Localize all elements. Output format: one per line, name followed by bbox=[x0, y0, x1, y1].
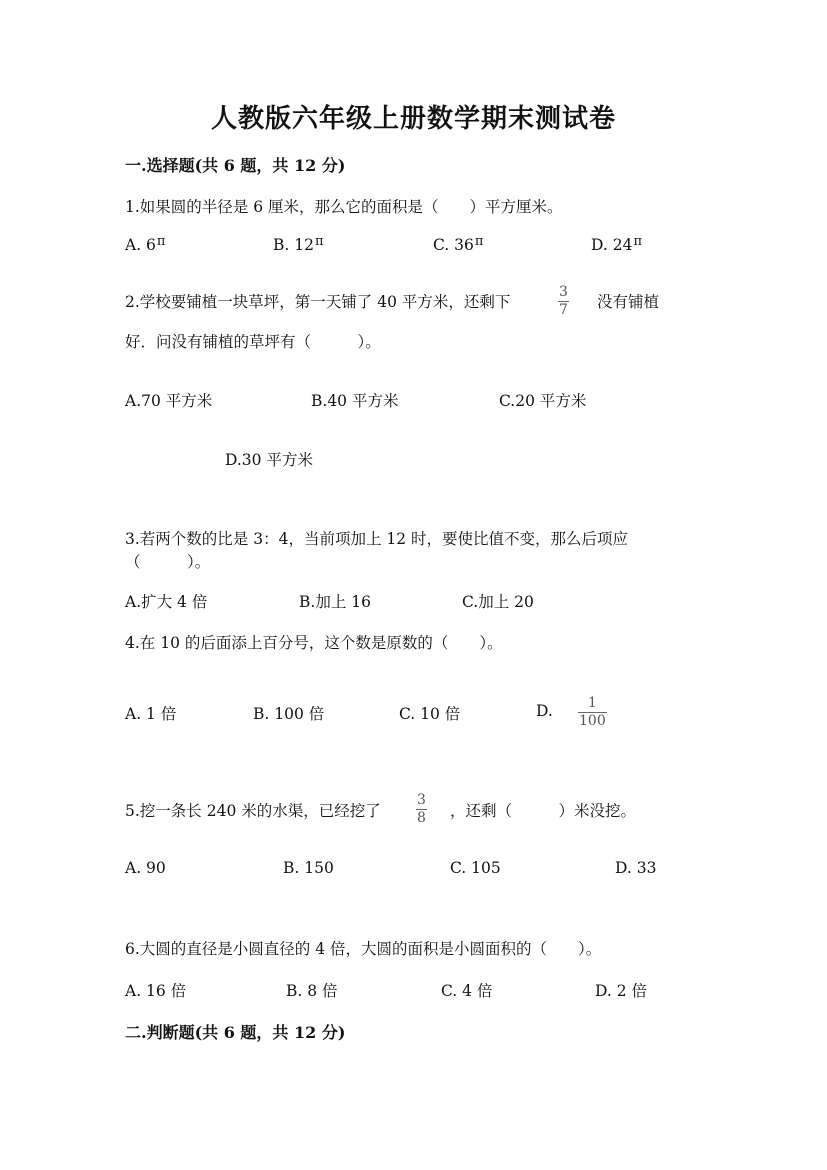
q4-option-d-fraction bbox=[578, 696, 607, 729]
q6-option-c[interactable]: C. 4 倍 bbox=[441, 982, 493, 1000]
q1-option-c[interactable] bbox=[433, 236, 483, 254]
q3-option-a[interactable]: A.扩大 4 倍 bbox=[125, 593, 208, 611]
q1-option-a[interactable] bbox=[125, 236, 165, 254]
q1-option-a-label: A. 6 bbox=[125, 236, 156, 254]
pi-symbol: π bbox=[156, 234, 166, 249]
fraction-numerator: 3 bbox=[417, 792, 426, 808]
q2-option-c[interactable]: C.20 平方米 bbox=[499, 392, 587, 410]
q6-option-b[interactable]: B. 8 倍 bbox=[286, 982, 338, 1000]
q1-option-d[interactable] bbox=[591, 236, 642, 254]
question-2-text-line1-end: 没有铺植 bbox=[597, 293, 660, 311]
q2-option-b[interactable]: B.40 平方米 bbox=[311, 392, 399, 410]
q4-option-b[interactable]: B. 100 倍 bbox=[253, 705, 325, 723]
q4-option-a[interactable]: A. 1 倍 bbox=[125, 705, 177, 723]
q2-option-d[interactable]: D.30 平方米 bbox=[225, 451, 313, 469]
q5-option-d[interactable]: D. 33 bbox=[615, 859, 657, 877]
question-5-text-start: 5.挖一条长 240 米的水渠，已经挖了 bbox=[125, 802, 381, 820]
q5-option-b[interactable]: B. 150 bbox=[283, 859, 334, 877]
fraction-numerator: 1 bbox=[587, 695, 597, 711]
q2-fraction bbox=[558, 285, 569, 318]
fraction-denominator: 100 bbox=[579, 713, 606, 729]
section-heading-judgment: 二.判断题(共 6 题，共 12 分) bbox=[125, 1023, 346, 1042]
question-1-text: 1.如果圆的半径是 6 厘米，那么它的面积是（ ）平方厘米。 bbox=[125, 198, 563, 216]
q5-option-a[interactable]: A. 90 bbox=[125, 859, 166, 877]
q3-option-b[interactable]: B.加上 16 bbox=[299, 593, 371, 611]
q1-option-b-label: B. 12 bbox=[273, 236, 314, 254]
question-6-text: 6.大圆的直径是小圆直径的 4 倍，大圆的面积是小圆面积的（ ）。 bbox=[125, 940, 602, 958]
fraction-denominator: 7 bbox=[559, 302, 568, 318]
question-2-text-line2: 好．问没有铺植的草坪有（ ）。 bbox=[125, 333, 381, 351]
q1-option-b[interactable] bbox=[273, 236, 324, 254]
fraction-numerator: 3 bbox=[559, 284, 568, 300]
section-heading-choice: 一.选择题(共 6 题，共 12 分) bbox=[125, 156, 346, 175]
q3-option-c[interactable]: C.加上 20 bbox=[462, 593, 534, 611]
q5-fraction bbox=[416, 793, 427, 826]
question-2-text-line1: 2.学校要铺植一块草坪，第一天铺了 40 平方米，还剩下 bbox=[125, 293, 511, 311]
q6-option-a[interactable]: A. 16 倍 bbox=[125, 982, 187, 1000]
question-5-text-end: ，还剩（ ）米没挖。 bbox=[450, 802, 637, 820]
page-title: 人教版六年级上册数学期末测试卷 bbox=[210, 104, 616, 134]
q5-option-c[interactable]: C. 105 bbox=[450, 859, 501, 877]
question-4-text: 4.在 10 的后面添上百分号，这个数是原数的（ ）。 bbox=[125, 634, 503, 652]
fraction-denominator: 8 bbox=[417, 810, 426, 826]
q4-option-c[interactable]: C. 10 倍 bbox=[399, 705, 461, 723]
q4-option-d[interactable]: D. bbox=[536, 702, 553, 720]
pi-symbol: π bbox=[314, 234, 324, 249]
question-3-text-line2: （ ）。 bbox=[125, 553, 211, 571]
q6-option-d[interactable]: D. 2 倍 bbox=[595, 982, 648, 1000]
pi-symbol: π bbox=[633, 234, 642, 249]
q1-option-c-label: C. 36 bbox=[433, 236, 474, 254]
q1-option-d-label: D. 24 bbox=[591, 236, 633, 254]
question-3-text-line1: 3.若两个数的比是 3：4，当前项加上 12 时，要使比值不变，那么后项应 bbox=[125, 530, 629, 548]
pi-symbol: π bbox=[474, 234, 484, 249]
q2-option-a[interactable]: A.70 平方米 bbox=[125, 392, 213, 410]
